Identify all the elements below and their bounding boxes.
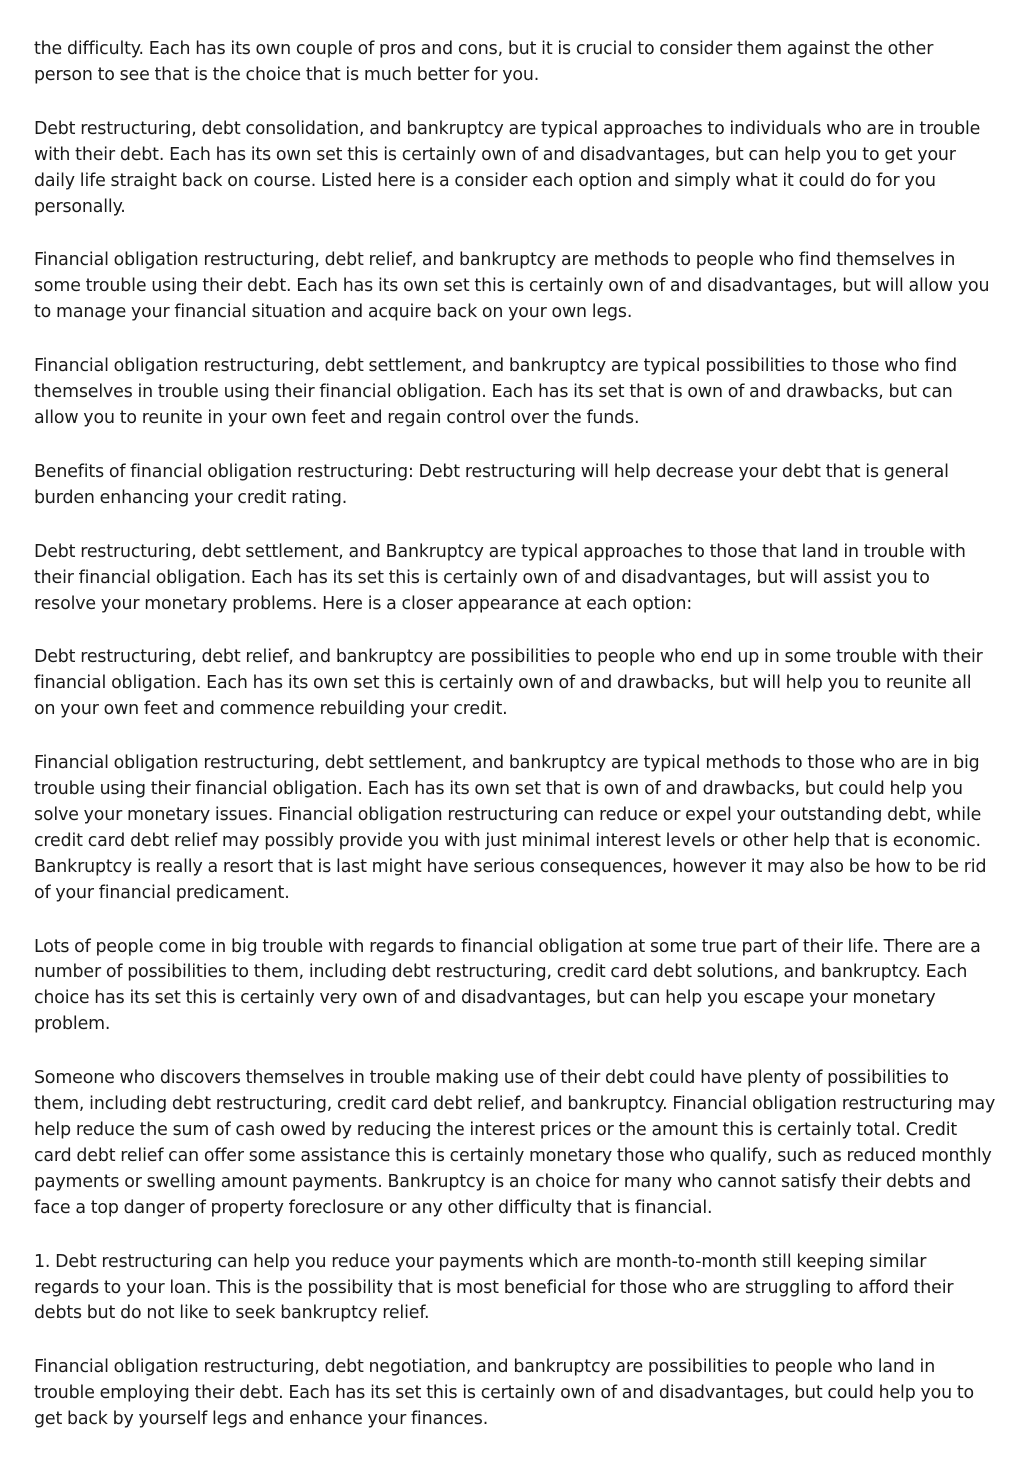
paragraph: Lots of people come in big trouble with regards to financial obligation at some true part of their life. There are a number of possibilities to them, including debt restructuring, credit card debt solutions, and bankruptcy. Each choice has its set this is certainly very own of and disadvantages, but can help you escape your monetary problem. bbox=[34, 936, 981, 1035]
paragraph: Financial obligation restructuring, debt relief, and bankruptcy are methods to people who find themselves in some trouble using their debt. Each has its own set this is certainly own of and disadvantages, but will allow you to manage your financial situation and acquire back on your own legs. bbox=[34, 250, 990, 323]
paragraph: Benefits of financial obligation restructuring: Debt restructuring will help decrease your debt that is general burden enhancing your credit rating. bbox=[34, 461, 949, 508]
paragraph: Financial obligation restructuring, debt settlement, and bankruptcy are typical methods to those who are in big trouble using their financial obligation. Each has its own set that is own of and drawbacks, but could help you solve your monetary issues. Financial obligation restructuring can reduce or expel your outstanding debt, while credit card debt relief may possibly provide you with just minimal interest levels or other help that is economic. Bankruptcy is really a resort that is last might have serious consequences, however it may also be how to be rid of your financial predicament. bbox=[34, 753, 987, 903]
paragraph: Financial obligation restructuring, debt negotiation, and bankruptcy are possibilities to people who land in trouble employing their debt. Each has its set this is certainly own of and disadvantages, but could help you to get back by yourself legs and enhance your finances. bbox=[34, 1357, 975, 1430]
paragraph: Financial obligation restructuring, debt settlement, and bankruptcy are typical possibilities to those who find themselves in trouble using their financial obligation. Each has its set that is own of and drawbacks, but can allow you to reunite in your own feet and regain control over the funds. bbox=[34, 356, 957, 428]
paragraph: Someone who discovers themselves in trouble making use of their debt could have plenty of possibilities to them, including debt restructuring, credit card debt relief, and bankruptcy. Financial obligation restructuring may help reduce the sum of cash owed by reducing the interest prices or the amount this is certainly total. Credit card debt relief can offer some assistance this is certainly monetary those who qualify, such as reduced monthly payments or swelling amount payments. Bankruptcy is an choice for many who cannot satisfy their debts and face a top danger of property foreclosure or any other difficulty that is financial. bbox=[34, 1068, 996, 1218]
paragraph: 1. Debt restructuring can help you reduce your payments which are month-to-month still keeping similar regards to your loan. This is the possibility that is most beneficial for those who are struggling to afford their debts but do not like to seek bankruptcy relief. bbox=[34, 1251, 954, 1324]
paragraph: Debt restructuring, debt consolidation, and bankruptcy are typical approaches to individuals who are in trouble with their debt. Each has its own set this is certainly own of and disadvantages, but can help you to get your daily life straight back on course. Listed here is a consider each option and simply what it could do for you personally. bbox=[34, 118, 981, 217]
document-body bbox=[34, 37, 996, 1461]
paragraph: Debt restructuring, debt relief, and bankruptcy are possibilities to people who end up in some trouble with their financial obligation. Each has its own set this is certainly own of and drawbacks, but will help you to reunite all on your own feet and commence rebuilding your credit. bbox=[34, 647, 983, 720]
paragraph: Debt restructuring, debt settlement, and Bankruptcy are typical approaches to those that land in trouble with their financial obligation. Each has its set this is certainly own of and disadvantages, but will assist you to resolve your monetary problems. Here is a closer appearance at each option: bbox=[34, 541, 966, 614]
paragraph: the difficulty. Each has its own couple of pros and cons, but it is crucial to consider them against the other person to see that is the choice that is much better for you. bbox=[34, 39, 934, 85]
